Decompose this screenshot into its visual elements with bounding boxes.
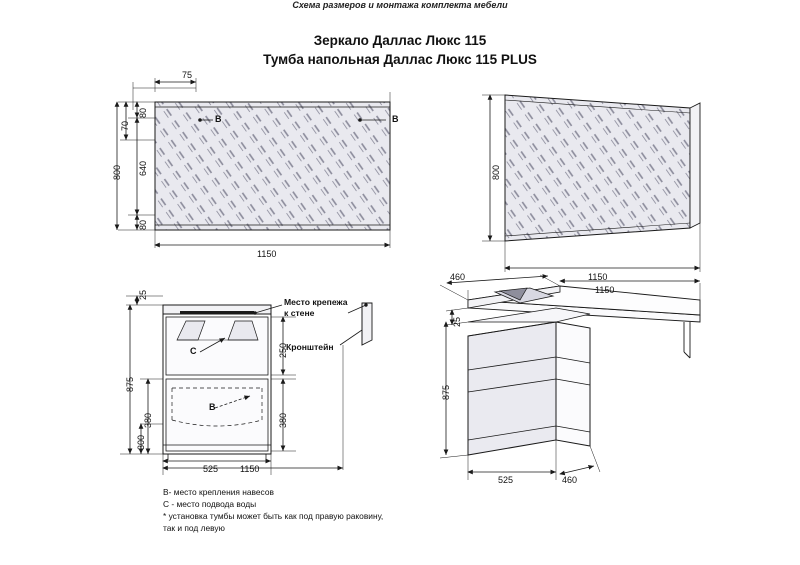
- dim-mirror-iso-height: 800: [491, 164, 501, 180]
- page-title-line1: Зеркало Даллас Люкс 115: [313, 33, 487, 48]
- dim-mirror-top-edge: 80: [138, 107, 148, 118]
- dim-iso-width-bottom: 525: [498, 475, 514, 485]
- dim-cabinet-total-width: 1150: [240, 464, 260, 474]
- legend-line-1: B- место крепления навесов: [163, 487, 274, 497]
- dim-iso-depth-bottom: 460: [562, 475, 578, 485]
- dim-cabinet-top-offset: 25: [138, 289, 148, 300]
- page-title-line2: Тумба напольная Даллас Люкс 115 PLUS: [263, 52, 537, 67]
- marker-b-left: B: [215, 114, 222, 124]
- dim-cabinet-drawer-top: 250: [278, 342, 288, 358]
- dim-iso-counter-width: 1150: [595, 285, 615, 295]
- legend-line-2: C - место подвода воды: [163, 499, 257, 509]
- dim-mirror-width: 1150: [257, 249, 277, 259]
- dim-mirror-top-offset: 75: [182, 70, 193, 80]
- dim-mirror-bottom-edge: 80: [138, 219, 148, 230]
- marker-b-right: B: [392, 114, 399, 124]
- legend-line-3: * установка тумбы может быть как под правую раковину,: [163, 511, 384, 521]
- dim-mirror-total-height: 800: [112, 164, 122, 180]
- dim-cabinet-lower-left-1: 380: [143, 412, 153, 428]
- dim-cabinet-lower-left-2: 300: [136, 434, 146, 450]
- dim-cabinet-drawer-bottom: 380: [278, 412, 288, 428]
- callout-wall-mount-line1: Место крепежа: [284, 297, 348, 307]
- callout-wall-mount-line2: к стене: [284, 308, 315, 318]
- marker-c: C: [190, 346, 197, 356]
- page-subtitle: Схема размеров и монтажа комплекта мебели: [292, 0, 508, 10]
- dim-mirror-iso-width: 1150: [588, 272, 608, 282]
- dim-iso-depth-top: 460: [450, 272, 466, 282]
- callout-bracket: Кронштейн: [286, 342, 334, 352]
- dim-mirror-upper-gap: 70: [120, 120, 130, 131]
- dim-cabinet-base-width: 525: [203, 464, 219, 474]
- dim-iso-sink-offset: 25: [452, 316, 462, 327]
- dim-cabinet-total-height: 875: [125, 376, 135, 392]
- dim-mirror-glass-height: 640: [138, 160, 148, 176]
- marker-b-cabinet: B: [209, 402, 216, 412]
- dim-iso-height: 875: [441, 384, 451, 400]
- legend-line-4: так и под левую: [163, 523, 225, 533]
